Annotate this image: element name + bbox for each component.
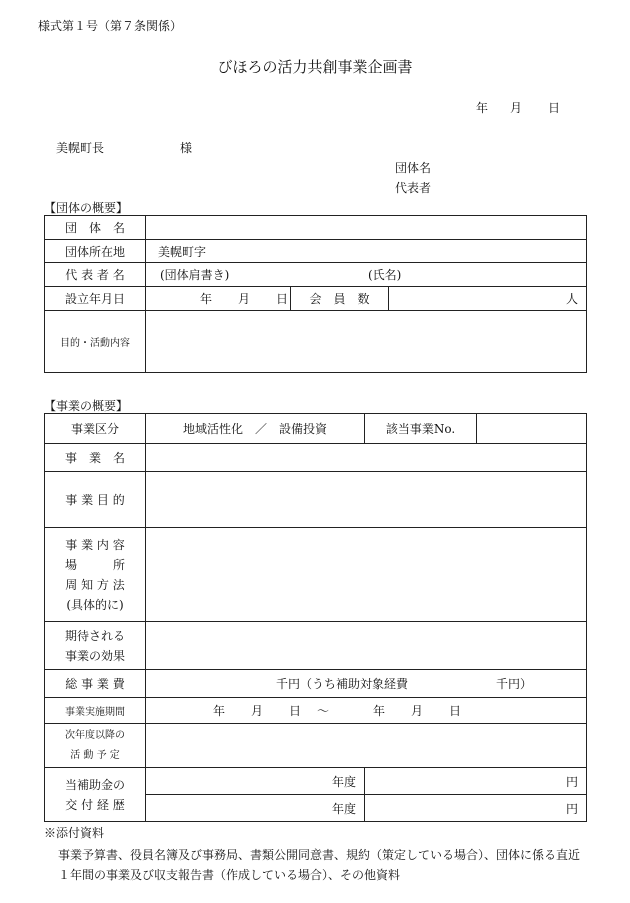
org-overview-table xyxy=(44,215,587,373)
category-field[interactable]: 地域活性化 ／ 設備投資 xyxy=(146,414,365,444)
subsidy-label-line: 当補助金の xyxy=(64,777,125,792)
expected-effect-label xyxy=(45,622,146,670)
content-label-line: 場 所 xyxy=(64,557,125,572)
established-day: 日 xyxy=(276,292,289,306)
attachments-line-1: 事業予算書、役員名簿及び事務局、書類公開同意書、規約（策定している場合）、団体に係る直近 xyxy=(58,848,581,862)
org-name-label: 団 体 名 xyxy=(45,216,146,240)
rep-name-hint: (氏名) xyxy=(368,268,402,282)
rep-field[interactable] xyxy=(146,263,587,287)
content-label-line: 事 業 内 容 xyxy=(65,537,125,552)
rep-label: 代 表 者 名 xyxy=(45,263,146,287)
subsidy-amount-1[interactable]: 円 xyxy=(365,768,587,795)
date-day: 日 xyxy=(548,101,561,115)
relevant-no-field[interactable] xyxy=(477,414,587,444)
subsidy-amount-2[interactable]: 円 xyxy=(365,795,587,822)
org-name-field[interactable] xyxy=(146,216,587,240)
project-overview-table xyxy=(44,413,587,822)
project-content-field[interactable] xyxy=(146,528,587,622)
established-month: 月 xyxy=(238,292,251,306)
relevant-no-label: 該当事業No. xyxy=(365,414,477,444)
address-label: 団体所在地 xyxy=(45,240,146,263)
applicant-org-label: 団体名 xyxy=(395,161,432,175)
members-field[interactable]: 人 xyxy=(389,287,587,311)
attachments-line-2: １年間の事業及び収支報告書（作成している場合）、その他資料 xyxy=(58,868,401,882)
date-month: 月 xyxy=(510,101,523,115)
date-year: 年 xyxy=(476,101,489,115)
effect-label-line: 事業の効果 xyxy=(64,648,125,663)
content-label-line: (具体的に) xyxy=(66,597,124,612)
project-name-field[interactable] xyxy=(146,444,587,472)
period-start-day: 日 xyxy=(289,704,302,718)
total-cost-text: 千円（うち補助対象経費 xyxy=(276,677,409,691)
period-separator: ～ xyxy=(317,704,330,718)
established-year: 年 xyxy=(200,292,213,306)
subsidy-year-2[interactable]: 年度 xyxy=(146,795,365,822)
content-label-line: 周 知 方 法 xyxy=(65,577,125,592)
total-cost-label: 総 事 業 費 xyxy=(45,670,146,698)
period-label: 事業実施期間 xyxy=(45,698,146,724)
next-year-label-line: 活 動 予 定 xyxy=(70,749,120,761)
expected-effect-field[interactable] xyxy=(146,622,587,670)
project-purpose-field[interactable] xyxy=(146,472,587,528)
period-start-month: 月 xyxy=(251,704,264,718)
addressee-honorific: 様 xyxy=(180,141,193,155)
category-label: 事業区分 xyxy=(45,414,146,444)
org-section-heading: 【団体の概要】 xyxy=(44,201,129,215)
address-field[interactable]: 美幌町字 xyxy=(146,240,587,263)
established-label: 設立年月日 xyxy=(45,287,146,311)
period-end-day: 日 xyxy=(449,704,462,718)
established-field[interactable] xyxy=(146,287,291,311)
next-year-label-line: 次年度以降の xyxy=(65,729,125,741)
next-year-label xyxy=(45,724,146,768)
document-title: びほろの活力共創事業企画書 xyxy=(217,58,413,76)
rep-title-hint: (団体肩書き) xyxy=(160,268,230,282)
subsidy-year-1[interactable]: 年度 xyxy=(146,768,365,795)
addressee-name: 美幌町長 xyxy=(56,141,105,155)
purpose-activity-label: 目的・活動内容 xyxy=(45,311,146,373)
period-start-year: 年 xyxy=(213,704,226,718)
project-name-label: 事 業 名 xyxy=(45,444,146,472)
next-year-field[interactable] xyxy=(146,724,587,768)
effect-label-line: 期待される xyxy=(64,628,125,643)
applicant-rep-label: 代表者 xyxy=(395,181,432,195)
project-section-heading: 【事業の概要】 xyxy=(44,399,129,413)
purpose-activity-field[interactable] xyxy=(146,311,587,373)
attachments-heading: ※添付資料 xyxy=(44,826,105,840)
period-end-year: 年 xyxy=(373,704,386,718)
subsidy-history-label xyxy=(45,768,146,822)
members-label: 会 員 数 xyxy=(291,287,389,311)
total-cost-end: 千円） xyxy=(496,677,533,691)
subsidy-label-line: 交 付 経 歴 xyxy=(65,797,125,812)
total-cost-field[interactable] xyxy=(146,670,587,698)
project-content-label xyxy=(45,528,146,622)
period-field[interactable] xyxy=(146,698,587,724)
project-purpose-label: 事 業 目 的 xyxy=(45,472,146,528)
period-end-month: 月 xyxy=(411,704,424,718)
form-number: 様式第１号（第７条関係） xyxy=(38,19,183,33)
